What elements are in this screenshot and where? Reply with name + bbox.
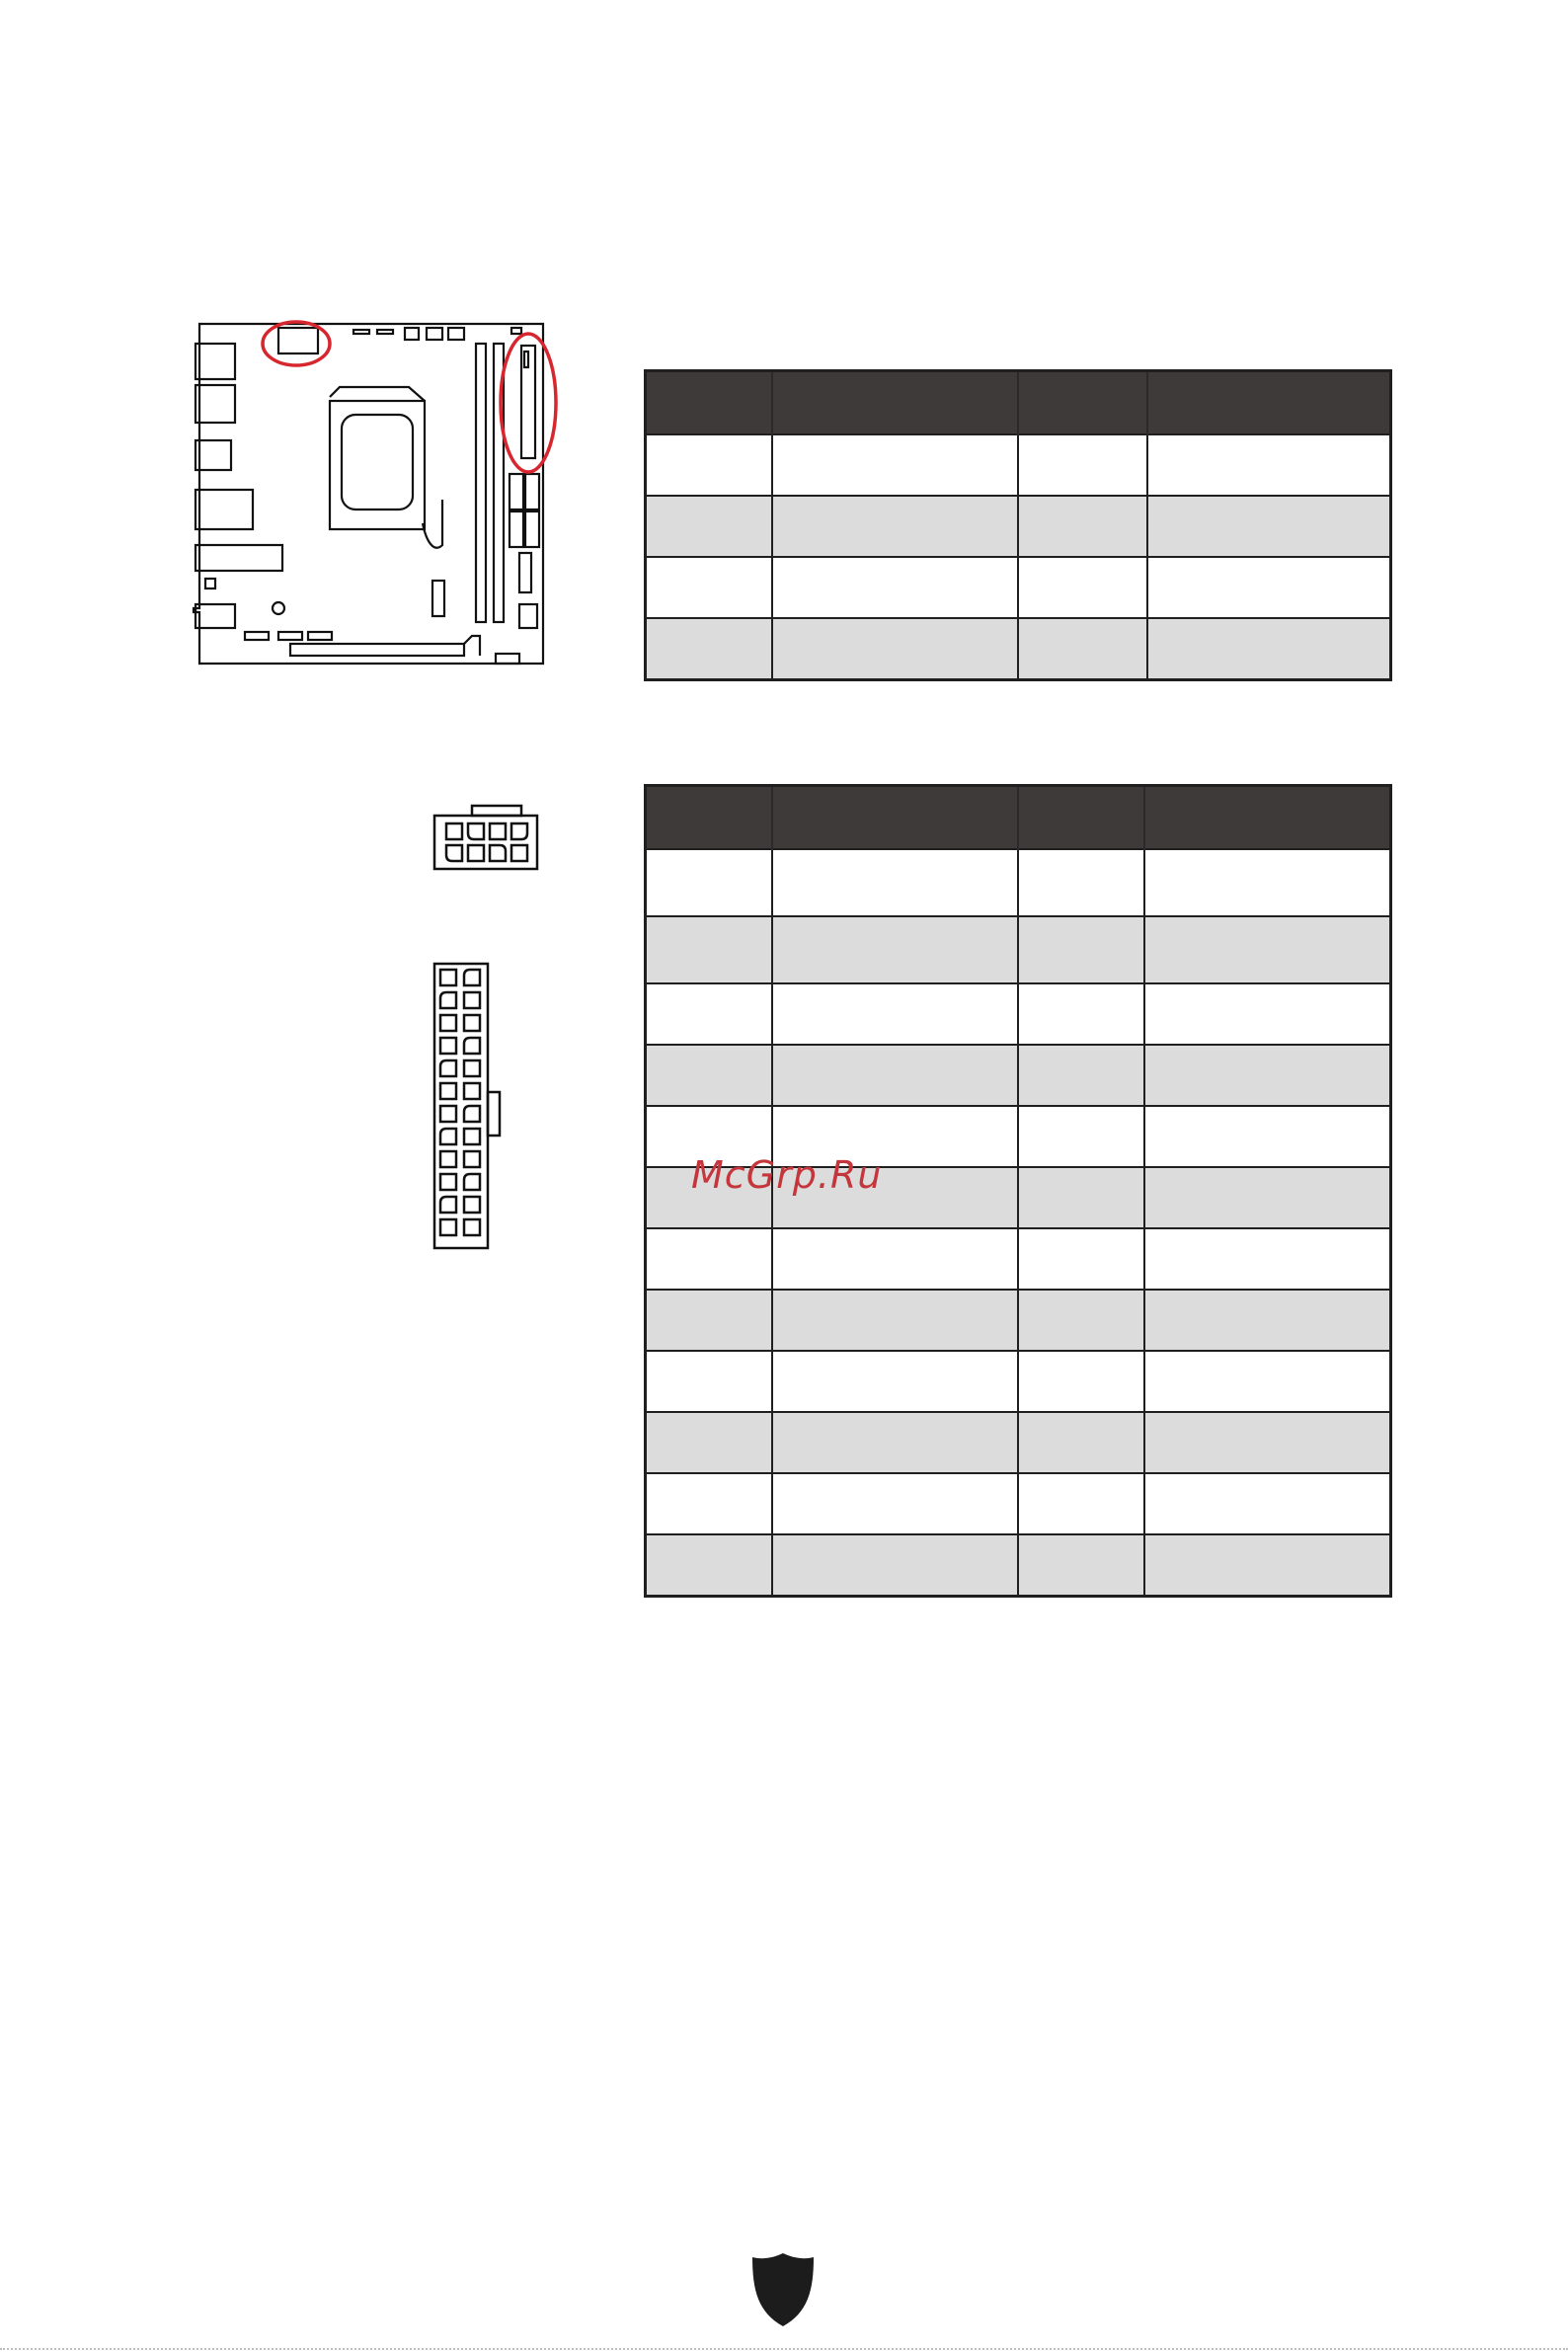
table-cell [1144,1228,1390,1290]
column-header [772,786,1018,850]
table-cell [772,1351,1018,1412]
table-cell [1147,496,1391,557]
table-row [646,916,1391,983]
table-row [646,1412,1391,1473]
table-row [646,557,1391,618]
table-row [646,1534,1391,1597]
table-cell [1147,557,1391,618]
table-cell [1144,1290,1390,1351]
table-cell [646,916,773,983]
table-cell [1018,1412,1145,1473]
shield-logo-icon [750,2251,816,2328]
column-header [1018,786,1145,850]
table-cell [1018,557,1147,618]
cpu-power-pinout-table [644,369,1392,681]
connector-pin [440,1083,456,1099]
connector-pin [464,1197,480,1213]
table-cell [1144,1045,1390,1106]
motherboard-diagram [190,316,565,681]
table-cell [1018,1167,1145,1228]
table-cell [1144,1106,1390,1167]
table-row [646,496,1391,557]
table-cell [772,1290,1018,1351]
table-cell [1144,1351,1390,1412]
connector-pin [464,1174,480,1190]
table-cell [646,849,773,916]
table-cell [1018,1290,1145,1351]
connector-pin [464,970,480,985]
column-header [646,371,773,435]
table-row [646,1045,1391,1106]
table-cell [646,1534,773,1597]
connector-pin [440,992,456,1008]
table-cell [772,557,1018,618]
table-cell [646,1290,773,1351]
table-cell [772,618,1018,680]
table-row [646,1228,1391,1290]
connector-pin [440,970,456,985]
table-cell [1018,983,1145,1045]
table-cell [772,916,1018,983]
connector-pin [440,1219,456,1235]
connector-pin [464,1151,480,1167]
connector-pin [464,1129,480,1144]
table-row [646,618,1391,680]
table-cell [772,1228,1018,1290]
table-cell [1144,983,1390,1045]
table-row [646,849,1391,916]
table-cell [1147,434,1391,496]
table-cell [1144,1473,1390,1534]
column-header [772,371,1018,435]
table-cell [1018,618,1147,680]
table-cell [1144,1412,1390,1473]
table-cell [646,1045,773,1106]
table-row [646,1351,1391,1412]
table-cell [646,618,773,680]
table-cell [772,1534,1018,1597]
table-cell [1144,849,1390,916]
connector-pin [440,1015,456,1031]
table-cell [772,983,1018,1045]
table-cell [1018,1534,1145,1597]
table-cell [646,434,773,496]
connector-pin [464,1106,480,1122]
table-row [646,434,1391,496]
atx-24pin-connector [431,960,506,1252]
table-cell [1144,916,1390,983]
table-cell [1018,1473,1145,1534]
table-cell [1018,496,1147,557]
table-cell [646,1228,773,1290]
table-cell [646,1473,773,1534]
connector-pin [440,1038,456,1054]
connector-pin [464,1219,480,1235]
table-cell [772,1045,1018,1106]
table-cell [1144,1534,1390,1597]
table-cell [1018,434,1147,496]
table-row [646,1290,1391,1351]
table-cell [646,1351,773,1412]
cpu-8pin-connector [431,802,541,873]
table-cell [646,557,773,618]
connector-pin [440,1174,456,1190]
table-cell [1018,1106,1145,1167]
connector-pin [440,1060,456,1076]
table-header-row [646,786,1391,850]
watermark-text: McGrp.Ru [691,1153,883,1197]
table-cell [1018,916,1145,983]
table-cell [772,496,1018,557]
table-cell [646,1412,773,1473]
table-cell [772,434,1018,496]
table-row [646,983,1391,1045]
connector-pin [464,1060,480,1076]
table-cell [772,1473,1018,1534]
connector-pin [464,1038,480,1054]
table-cell [1018,849,1145,916]
table-cell [1144,1167,1390,1228]
table-cell [1147,618,1391,680]
column-header [1018,371,1147,435]
connector-pin [440,1151,456,1167]
table-row [646,1473,1391,1534]
connector-pin [464,1015,480,1031]
table-header-row [646,371,1391,435]
column-header [646,786,773,850]
footer-divider [0,2348,1568,2350]
table-cell [646,983,773,1045]
table-cell [772,1412,1018,1473]
column-header [1144,786,1390,850]
connector-pin [440,1197,456,1213]
connector-pin [440,1129,456,1144]
connector-pin [440,1106,456,1122]
table-cell [1018,1228,1145,1290]
table-cell [1018,1351,1145,1412]
table-cell [646,496,773,557]
table-cell [1018,1045,1145,1106]
connector-pin [464,1083,480,1099]
column-header [1147,371,1391,435]
connector-pin [464,992,480,1008]
table-cell [772,849,1018,916]
